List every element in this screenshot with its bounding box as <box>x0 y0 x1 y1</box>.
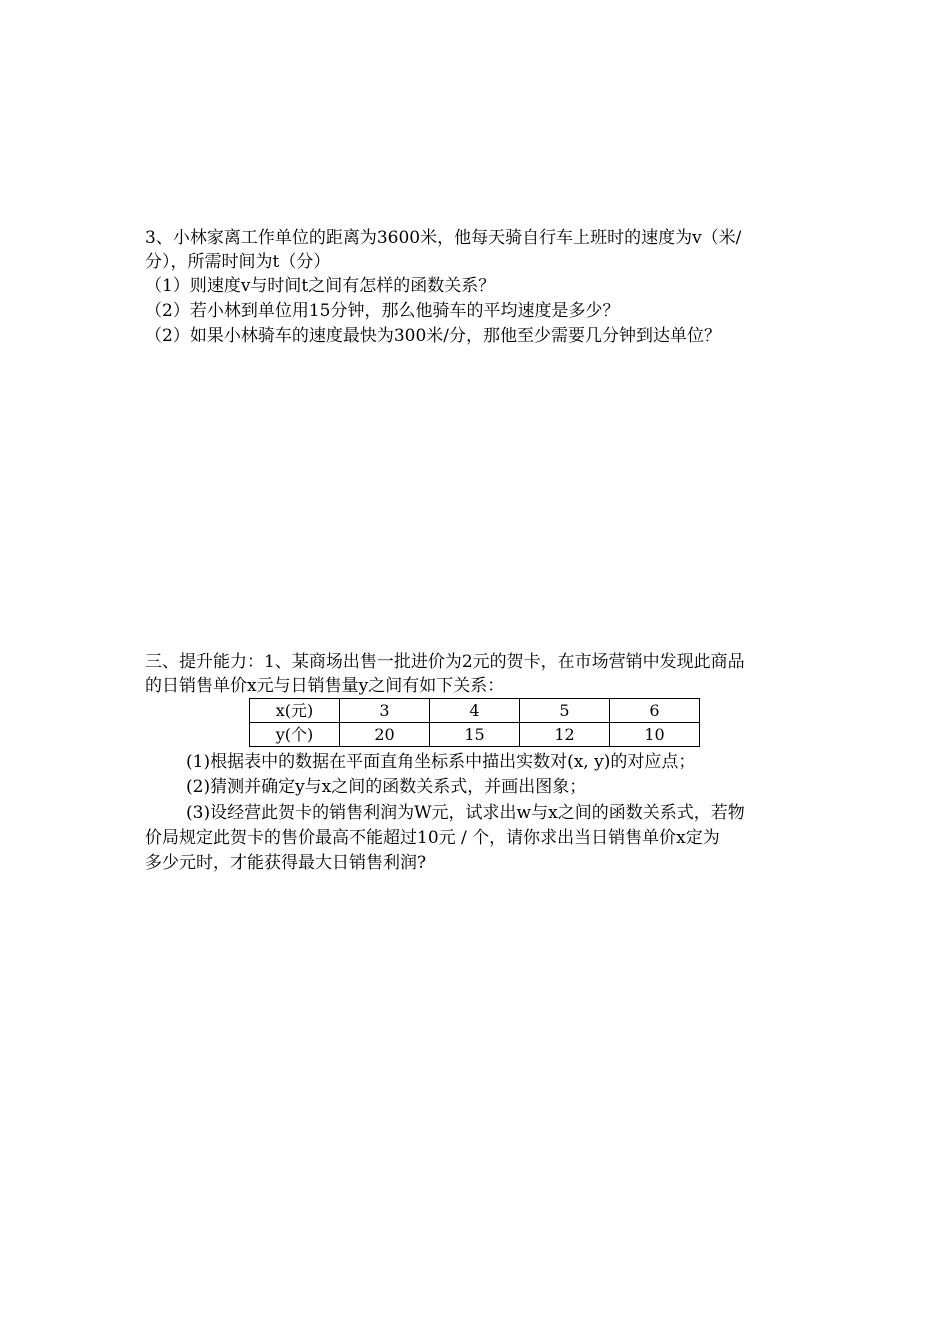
table-cell: 20 <box>340 723 430 747</box>
section3-question-1: (1)根据表中的数据在平面直角坐标系中描出实数对(x, y)的对应点； <box>186 752 696 772</box>
table-cell: y(个) <box>250 723 340 747</box>
table-cell: 12 <box>520 723 610 747</box>
table-cell: 6 <box>610 699 700 723</box>
section3-question-3-line1: (3)设经营此贺卡的销售利润为W元，试求出w与x之间的函数关系式，若物 <box>186 803 745 823</box>
section3-stem-line1: 三、提升能力：1、某商场出售一批进价为2元的贺卡，在市场营销中发现此商品 <box>145 652 745 672</box>
section3-question-3-line2: 价局规定此贺卡的售价最高不能超过10元 / 个，请你求出当日销售单价x定为 <box>145 828 720 848</box>
section3-stem-line2: 的日销售单价x元与日销售量y之间有如下关系： <box>145 676 505 696</box>
table-cell: 5 <box>520 699 610 723</box>
problem3-stem-line2: 分），所需时间为t（分） <box>145 252 331 272</box>
section3-question-3-line3: 多少元时，才能获得最大日销售利润? <box>145 853 427 873</box>
problem3-stem-line1: 3、小林家离工作单位的距离为3600米，他每天骑自行车上班时的速度为v（米/ <box>145 228 742 248</box>
table-cell: x(元) <box>250 699 340 723</box>
problem3-question-1: （1）则速度v与时间t之间有怎样的函数关系？ <box>145 276 496 296</box>
table-cell: 4 <box>430 699 520 723</box>
price-quantity-table <box>249 698 700 747</box>
table-cell: 15 <box>430 723 520 747</box>
table-cell: 10 <box>610 723 700 747</box>
problem3-question-3: （2）如果小林骑车的速度最快为300米/分，那他至少需要几分钟到达单位？ <box>145 326 721 346</box>
problem3-question-2: （2）若小林到单位用15分钟，那么他骑车的平均速度是多少？ <box>145 301 620 321</box>
section3-question-2: (2)猜测并确定y与x之间的函数关系式，并画出图象； <box>186 777 587 797</box>
table-cell: 3 <box>340 699 430 723</box>
table-row <box>250 699 700 723</box>
table-row <box>250 723 700 747</box>
